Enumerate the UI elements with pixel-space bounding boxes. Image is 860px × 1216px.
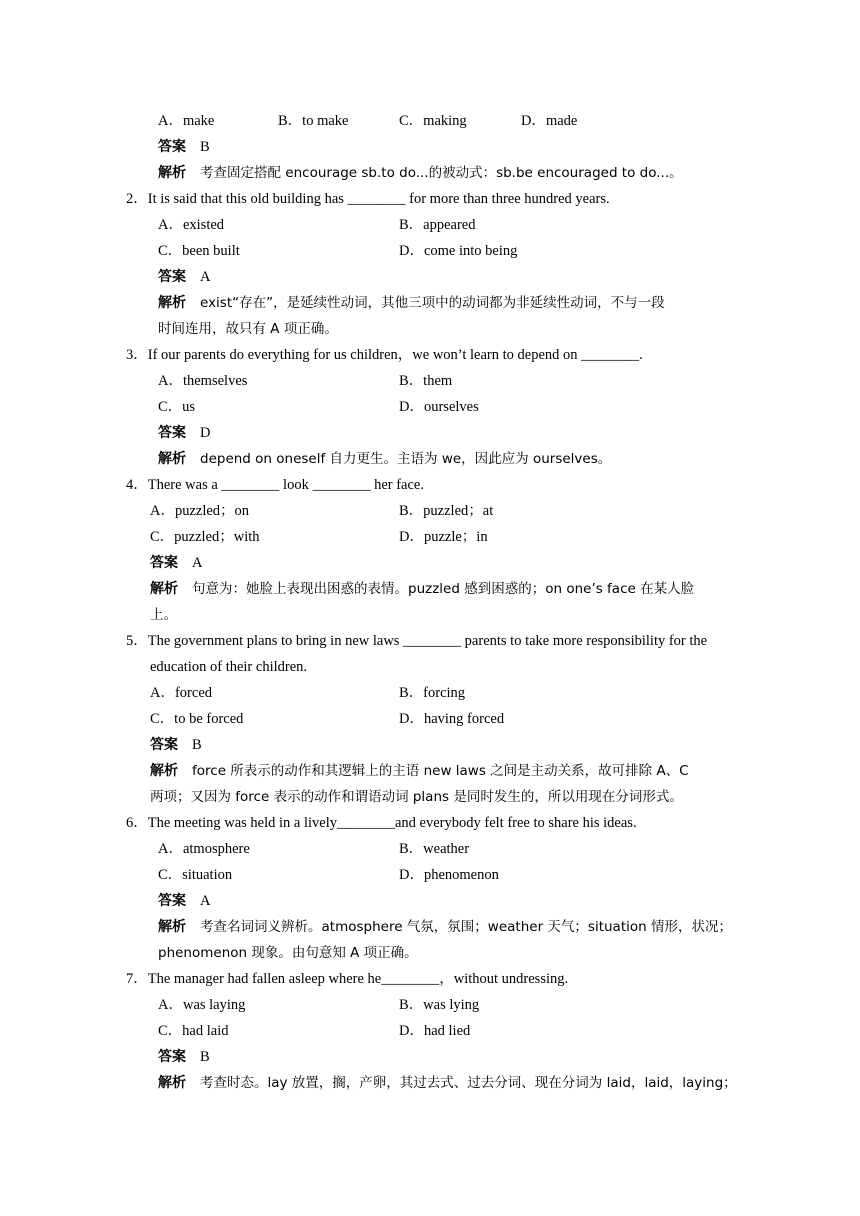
option-a: A．themselves [158, 373, 248, 389]
analysis-text: 考查名词词义辨析。atmosphere 气氛，氛围；weather 天气；situation 情形，状况； [200, 919, 732, 935]
analysis-label: 解析 [150, 763, 178, 779]
question-5 [126, 631, 707, 651]
answer-value: B [200, 139, 210, 155]
question-number: 5． [126, 633, 148, 649]
question-number: 3． [126, 347, 148, 363]
analysis-text: 考查固定搭配 encourage sb.to do...的被动式：sb.be encouraged to do...。 [200, 165, 683, 181]
analysis-text: depend on oneself 自力更生。主语为 we，因此应为 ourselves。 [200, 451, 612, 467]
analysis-text-cont: 两项；又因为 force 表示的动作和谓语动词 plans 是同时发生的，所以用现在分词形式。 [150, 789, 683, 805]
question-6 [126, 813, 637, 833]
answer-value: B [192, 737, 202, 753]
answer-value: A [200, 269, 211, 285]
answer-label: 答案 [158, 1049, 186, 1065]
option-b: B．puzzled；at [399, 503, 494, 519]
analysis-row [158, 293, 665, 313]
analysis-row [158, 163, 683, 183]
answer-label: 答案 [158, 269, 186, 285]
question-text-cont: education of their children. [150, 659, 308, 675]
analysis-text: force 所表示的动作和其逻辑上的主语 new laws 之间是主动关系，故可排除 A、C [192, 763, 689, 779]
option-c: C．to be forced [150, 711, 244, 727]
option-c: C．making [399, 113, 467, 129]
option-b: B．them [399, 373, 453, 389]
option-b: B．forcing [399, 685, 466, 701]
option-c: C．us [158, 399, 196, 415]
answer-value: D [200, 425, 211, 441]
analysis-label: 解析 [158, 919, 186, 935]
analysis-text: 句意为：她脸上表现出困惑的表情。puzzled 感到困惑的；on one’s face 在某人脸 [192, 581, 695, 597]
answer-row [158, 1047, 210, 1067]
answer-label: 答案 [158, 893, 186, 909]
question-7 [126, 969, 568, 989]
option-b: B．was lying [399, 997, 480, 1013]
answer-row [150, 553, 202, 573]
option-d: D．phenomenon [399, 867, 499, 883]
answer-label: 答案 [158, 139, 186, 155]
answer-value: A [200, 893, 211, 909]
answer-row [150, 735, 202, 755]
answer-row [158, 137, 210, 157]
question-number: 4． [126, 477, 148, 493]
analysis-row [158, 449, 611, 469]
analysis-label: 解析 [158, 451, 186, 467]
analysis-label: 解析 [158, 1075, 186, 1091]
option-c: C．puzzled；with [150, 529, 260, 545]
question-text: The government plans to bring in new laws ________ parents to take more responsibility for the [147, 633, 708, 649]
option-d: D．made [521, 113, 578, 129]
analysis-text: 考查时态。lay 放置，搁，产卵，其过去式、过去分词、现在分词为 laid，laid，laying； [200, 1075, 737, 1091]
answer-value: B [200, 1049, 210, 1065]
option-a: A．puzzled；on [150, 503, 250, 519]
analysis-label: 解析 [150, 581, 178, 597]
analysis-row [150, 579, 694, 599]
option-a: A．forced [150, 685, 213, 701]
option-d: D．puzzle；in [399, 529, 488, 545]
analysis-text: exist“存在”，是延续性动词，其他三项中的动词都为非延续性动词，不与一段 [200, 295, 665, 311]
option-b: B．to make [278, 113, 349, 129]
option-c: C．had laid [158, 1023, 229, 1039]
answer-row [158, 267, 210, 287]
answer-value: A [192, 555, 203, 571]
option-c: C．been built [158, 243, 240, 259]
option-a: A．existed [158, 217, 225, 233]
question-2 [126, 189, 610, 209]
option-b: B．appeared [399, 217, 476, 233]
analysis-text-cont: phenomenon 现象。由句意知 A 项正确。 [158, 945, 418, 961]
option-c: C．situation [158, 867, 233, 883]
option-d: D．ourselves [399, 399, 479, 415]
question-text: There was a ________ look ________ her face. [147, 477, 424, 493]
question-number: 2． [126, 191, 148, 207]
analysis-text-cont: 上。 [150, 607, 177, 623]
analysis-text-cont: 时间连用，故只有 A 项正确。 [158, 321, 338, 337]
option-b: B．weather [399, 841, 470, 857]
option-a: A．make [158, 113, 215, 129]
analysis-row [158, 1073, 737, 1093]
question-text: If our parents do everything for us children，we won’t learn to depend on ________. [147, 347, 643, 363]
answer-label: 答案 [150, 737, 178, 753]
option-d: D．having forced [399, 711, 505, 727]
question-3 [126, 345, 643, 365]
question-number: 7． [126, 971, 148, 987]
option-d: D．come into being [399, 243, 518, 259]
analysis-label: 解析 [158, 295, 186, 311]
option-a: A．was laying [158, 997, 246, 1013]
analysis-label: 解析 [158, 165, 186, 181]
question-4 [126, 475, 424, 495]
option-d: D．had lied [399, 1023, 471, 1039]
analysis-row [150, 761, 689, 781]
option-a: A．atmosphere [158, 841, 250, 857]
question-number: 6． [126, 815, 148, 831]
answer-label: 答案 [150, 555, 178, 571]
answer-row [158, 891, 210, 911]
answer-row [158, 423, 210, 443]
question-text: The meeting was held in a lively________and everybody felt free to share his ideas. [147, 815, 637, 831]
answer-label: 答案 [158, 425, 186, 441]
question-text: The manager had fallen asleep where he________，without undressing. [147, 971, 569, 987]
analysis-row [158, 917, 732, 937]
question-text: It is said that this old building has ________ for more than three hundred years. [147, 191, 610, 207]
